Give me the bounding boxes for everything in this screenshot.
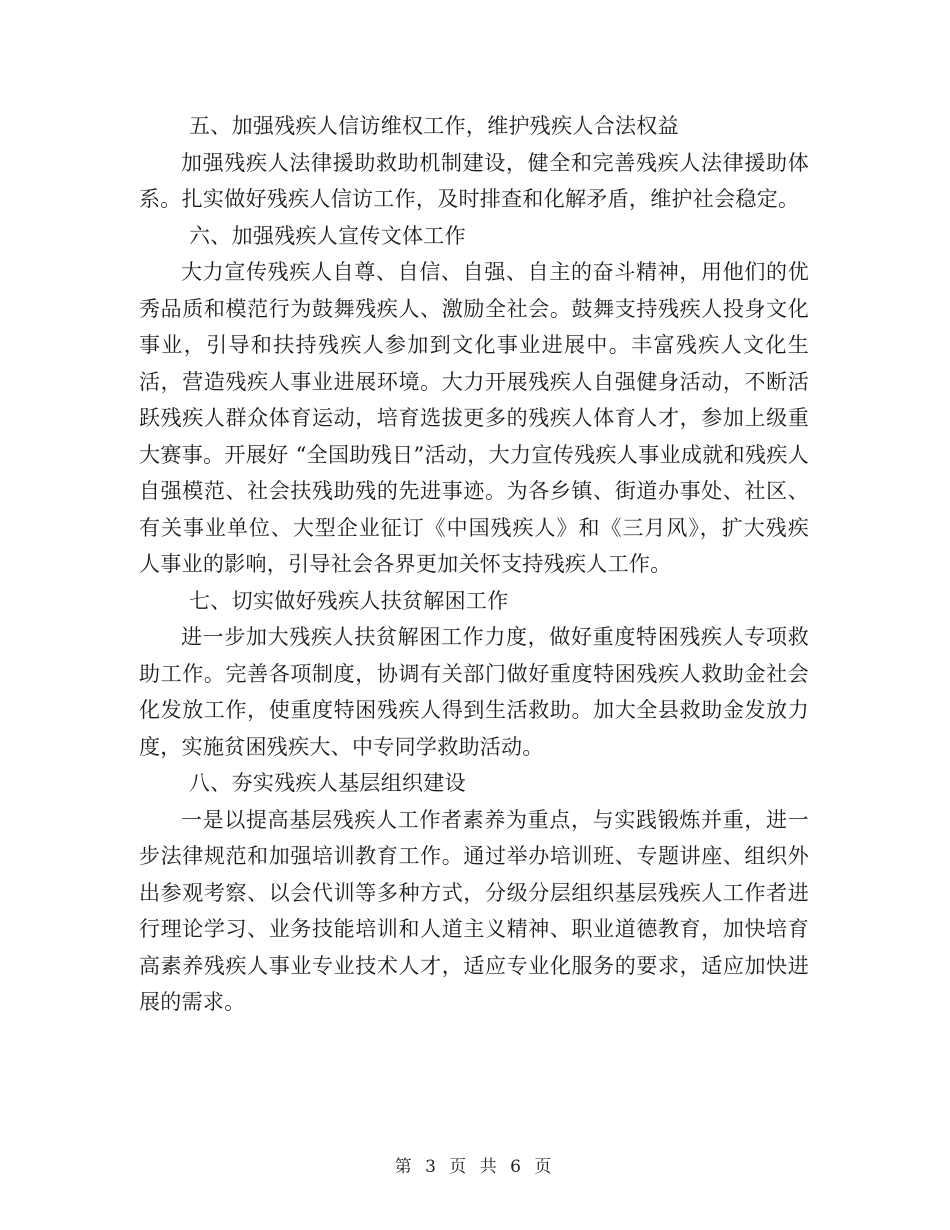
section-heading-5: 五、加强残疾人信访维权工作，维护残疾人合法权益 bbox=[189, 114, 679, 138]
section-body-7: 进一步加大残疾人扶贫解困工作力度，做好重度特困残疾人专项救助工作。完善各项制度，协调有关部门做好重度特困残疾人救助金社会化发放工作，使重度特困残疾人得到生活救助。加大全县救助金发放力度，实施贫困残疾大、中专同学救助活动。 bbox=[139, 625, 809, 759]
section-heading-6: 六、加强残疾人宣传文体工作 bbox=[189, 223, 466, 248]
section-heading-8: 八、夯实残疾人基层组织建设 bbox=[189, 771, 466, 795]
section-body-5: 加强残疾人法律援助救助机制建设，健全和完善残疾人法律援助体系。扎实做好残疾人信访工作，及时排查和化解矛盾，维护社会稳定。 bbox=[139, 150, 809, 211]
section-body-6: 大力宣传残疾人自尊、自信、自强、自主的奋斗精神，用他们的优秀品质和模范行为鼓舞残疾人、激励全社会。鼓舞支持残疾人投身文化事业，引导和扶持残疾人参加到文化事业进展中。丰富残疾人文化生活，营造残疾人事业进展环境。大力开展残疾人自强健身活动，不断活跃残疾人群众体育运动，培育选拔更多的残疾人体育人才，参加上级重大赛事。开展好 “全国助残日”活动，大力宣传残疾人事业成就和残疾人自强模范、社会扶残助残的先进事迹。为各乡镇、街道办事处、社区、有关事业单位、大型企业征订《中国残疾人》和《三月风》，扩大残疾人事业的影响，引导社会各界更加关怀支持残疾人工作。 bbox=[139, 260, 809, 576]
section-body-8: 一是以提高基层残疾人工作者素养为重点，与实践锻炼并重，进一步法律规范和加强培训教育工作。通过举办培训班、专题讲座、组织外出参观考察、以会代训等多种方式，分级分层组织基层残疾人工作者进行理论学习、业务技能培训和人道主义精神、职业道德教育，加快培育高素养残疾人事业专业技术人才，适应专业化服务的要求，适应加快进展的需求。 bbox=[139, 807, 809, 1014]
document-body bbox=[139, 108, 809, 1021]
page-number-footer: 第 3 页 共 6 页 bbox=[394, 1157, 556, 1177]
section-heading-7: 七、切实做好残疾人扶贫解困工作 bbox=[189, 588, 509, 613]
